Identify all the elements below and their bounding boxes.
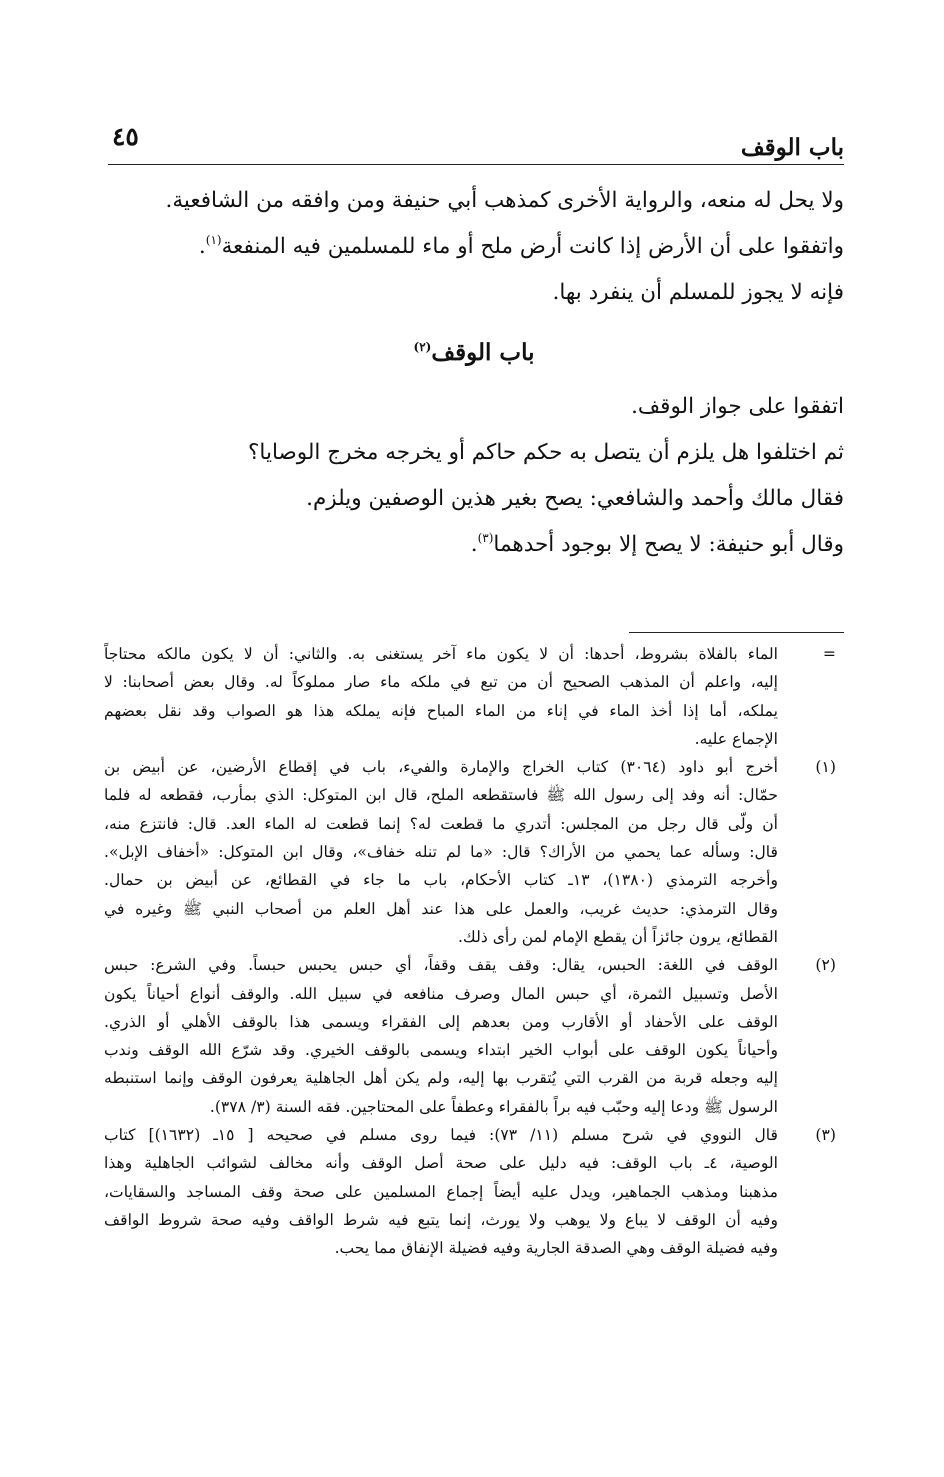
footnote-line: وأخرجه الترمذي (١٣٨٠)، ١٣ـ كتاب الأحكام، باب ما جاء في القطائع، عن أبيض بن حمال.	[104, 871, 778, 890]
footnote-line: الأصل وتسبيل الثمرة، أي حبس المال وصرف منافعه في سبيل الله. والوقف أنواع أحياناً يكون	[104, 984, 778, 1003]
paragraph-intro-line2: الشافعية.	[165, 188, 250, 213]
footnote-line: الماء بالفلاة بشروط، أحدها: أن لا يكون ماء آخر يستغنى به. والثاني: أن لا يكون مالكه محتاجاً	[104, 645, 778, 663]
footnote-3	[104, 1121, 844, 1262]
section-title-text: باب الوقف	[431, 339, 535, 366]
footnote-line: يملكه، أما إذا أخذ الماء في إناء من الماء المباح فإنه يملكه هذا هو الصواب وقد نقل بعضهم	[104, 701, 778, 720]
section-title	[104, 330, 844, 376]
footnote-ref-3: (٣)	[477, 531, 494, 545]
paragraph-hanafi-opinion	[104, 522, 844, 568]
footnote-line: قال النووي في شرح مسلم (١١/ ٧٣): فيما روى مسلم في صحيحه [ ١٥ـ (١٦٣٢)] كتاب	[104, 1126, 778, 1145]
page-number: ٤٥	[112, 122, 139, 151]
footnote-continued	[104, 640, 844, 753]
footnote-line: إليه وجعله قربة من القرب التي يُتقرب بها إليه، ولم يكن أهل الجاهلية يعرفون الوقف وإنما استنبطه	[104, 1069, 778, 1088]
footnote-line: قال: وسأله عما يحمي من الأراك؟ قال: «ما لم تنله خفاف»، وقال ابن المتوكل: «أخفاف الإبل».	[104, 843, 778, 862]
paragraph-malik-opinion: فقال مالك وأحمد والشافعي: يصح بغير هذين الوصفين ويلزم.	[306, 486, 844, 511]
paragraph-hanafi-end: .	[470, 532, 478, 557]
footnote-line: أخرج أبو داود (٣٠٦٤) كتاب الخراج والإمارة والفيء، باب في إقطاع الأرضين، عن أبيض بن	[104, 758, 778, 777]
footnote-line: مذهبنا ومذهب الجماهير، ويدل عليه أيضاً إجماع المسلمين على صحة وقف المساجد والسقايات،	[104, 1182, 778, 1201]
footnote-line: وفيه فضيلة الوقف وهي الصدقة الجارية وفيه فضيلة الإنفاق مما يحب.	[334, 1239, 778, 1258]
footnote-line: الإجماع عليه.	[694, 729, 778, 748]
footnote-ref-2: (٢)	[413, 340, 432, 354]
paragraph-agreement-text: واتفقوا على أن الأرض إذا كانت أرض ملح أو ماء للمسلمين فيه المنفعة	[221, 234, 844, 259]
page-header	[108, 118, 844, 164]
footnote-line: الوصية، ٤ـ باب الوقف: فيه دليل على صحة أصل الوقف وأنه مخالف لشوائب الجاهلية وهذا	[104, 1154, 778, 1173]
footnote-line: إليه، واعلم أن المذهب الصحيح أن من تبع في ملكه ماء صار مملوكاً له. وقال بعض أصحابنا: لا	[104, 673, 778, 692]
footnote-line: الرسول ﷺ ودعا إليه وحبّب فيه براً بالفقراء وعطفاً على المحتاجين. فقه السنة (٣/ ٣٧٨).	[209, 1097, 778, 1116]
footnote-line: الوقف في اللغة: الحبس، يقال: وقف يقف وقفاً، أي حبس يحبس حبساً. وفي الشرع: حبس	[104, 956, 778, 975]
footnotes	[104, 640, 844, 1263]
paragraph-agreement-end: .	[198, 234, 206, 259]
paragraph-consensus: اتفقوا على جواز الوقف.	[631, 394, 844, 419]
paragraph-dispute: ثم اختلفوا هل يلزم أن يتصل به حكم حاكم أو يخرجه مخرج الوصايا؟	[248, 440, 844, 465]
running-title: باب الوقف	[740, 134, 844, 161]
header-rule	[108, 164, 844, 165]
footnote-line: الوقف على الأحفاد أو الأقارب ومن بعدهم إلى الفقراء ويسمى هذا بالوقف الأهلي أو الذري.	[104, 1012, 778, 1031]
footnote-line: وفيه أن الوقف لا يباع ولا يوهب ولا يورث، إنما يتبع فيه شرط الواقف وفيه صحة شروط الواقف	[104, 1210, 778, 1229]
paragraph-hanafi-text: وقال أبو حنيفة: لا يصح إلا بوجود أحدهما	[493, 532, 844, 557]
main-text	[104, 178, 844, 568]
footnote-separator	[629, 632, 844, 633]
footnote-line: حمّال: أنه وفد إلى رسول الله ﷺ فاستقطعه الملح، قال ابن المتوكل: الذي بمأرب، فقطعه له فلما	[104, 786, 778, 805]
footnote-line: القطائع، يرون جائزاً أن يقطع الإمام لمن رأى ذلك.	[457, 927, 778, 946]
footnote-line: وقال الترمذي: حديث غريب، والعمل على هذا عند أهل العلم من أصحاب النبي ﷺ وغيره في	[104, 899, 778, 918]
footnote-mark: =	[822, 645, 836, 663]
paragraph-intro	[104, 178, 844, 224]
paragraph-forbid: فإنه لا يجوز للمسلم أن ينفرد بها.	[552, 280, 844, 305]
footnote-mark: (٣)	[815, 1126, 836, 1145]
footnote-line: أن ولّى قال رجل من المجلس: أتدري ما قطعت له؟ إنما قطعت له الماء العد. قال: فانتزع منه،	[104, 814, 778, 833]
footnote-mark: (١)	[815, 758, 836, 777]
paragraph-agreement	[104, 224, 844, 270]
footnote-line: وأحياناً يكون الوقف على أبواب الخير ابتداء ويسمى بالوقف الخيري. وقد شرّع الله الوقف وندب	[104, 1041, 778, 1060]
paragraph-intro-line1: ولا يحل له منعه، والرواية الأخرى كمذهب أبي حنيفة ومن وافقه من	[256, 188, 844, 213]
footnote-ref-1: (١)	[205, 233, 222, 247]
footnote-1	[104, 753, 844, 951]
footnote-mark: (٢)	[815, 956, 836, 975]
footnote-2	[104, 951, 844, 1121]
